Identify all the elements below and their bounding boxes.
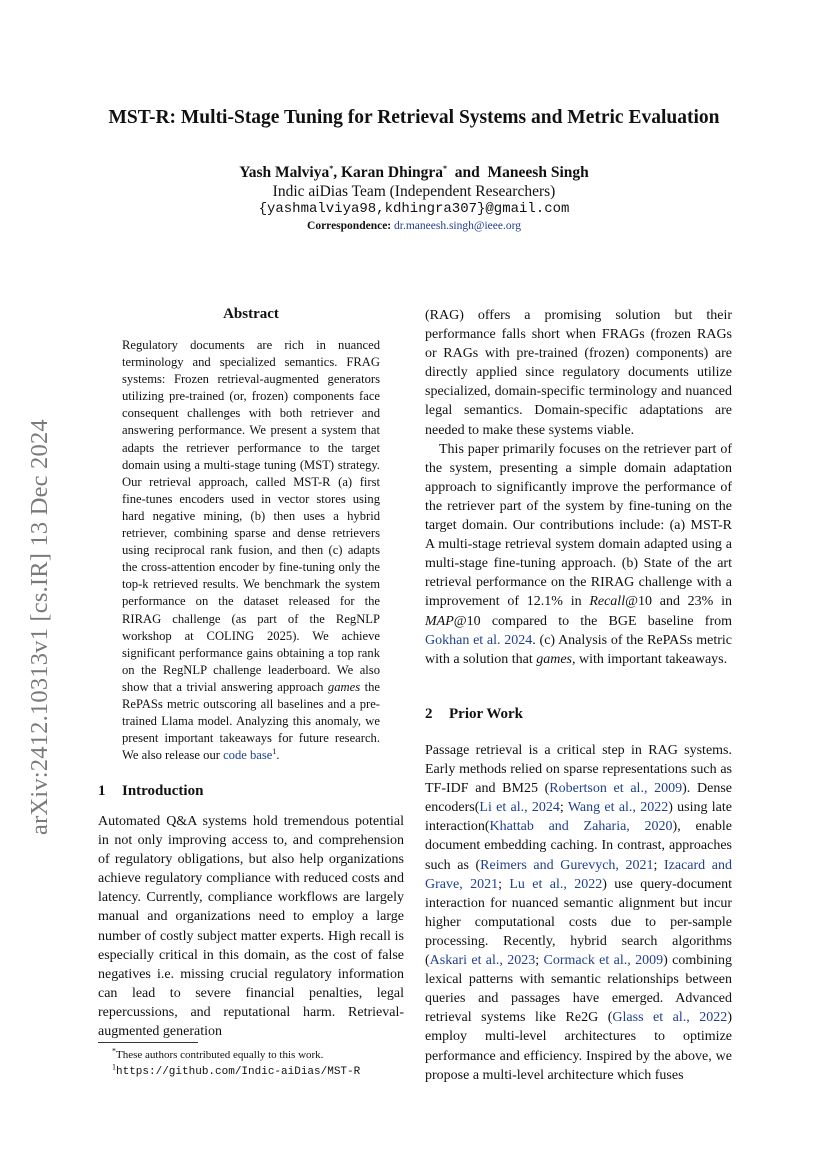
- footnote-ref-1[interactable]: 1: [272, 747, 277, 757]
- citation-askari[interactable]: Askari et al., 2023: [429, 953, 536, 969]
- footnote-divider: [98, 1042, 198, 1043]
- correspondence: [0, 220, 828, 232]
- section-heading-introduction: 1 Introduction: [98, 783, 204, 799]
- code-base-link[interactable]: code base: [223, 748, 273, 763]
- paragraph-contributions: This paper primarily focuses on the retriever part of the system, presenting a simple domain adaptation approach to significantly improve the performance of the retriever part of the system by fine-tuning on the target domain. Our contributions include: (a) MST-R A multi-stage retrieval system domain adapted using a multi-stage fine-tuning approach. (b) State of the art retrieval performance on the RIRAG challenge with a improvement of 12.1% in Recall@10 and 23% in MAP@10 compared to the BGE baseline from Gokhan et al. 2024. (c) Analysis of the RePASs metric with a solution that games, with important takeaways.: [425, 441, 733, 667]
- author-block: [0, 164, 828, 232]
- section-heading-prior-work: 2 Prior Work: [425, 706, 524, 722]
- citation-glass[interactable]: Glass et al., 2022: [612, 1010, 728, 1026]
- author-2: Karan Dhingra: [340, 164, 444, 181]
- abstract-heading: Abstract: [223, 306, 279, 322]
- prior-work-text: Passage retrieval is a critical step in RAG systems. Early methods relied on sparse representations such as TF-IDF and BM25 (Robertson et al., 2009). Dense encoders(Li et al., 2024; Wang et al., 2022) using late interaction(Khattab and Zaharia, 2020), enable document embedding caching. In contrast, approaches such as (Reimers and Gurevych, 2021; Izacard and Grave, 2021; Lu et al., 2022) use query-document interaction for nuanced semantic alignment but incur higher computational costs due to per-sample processing. Recently, hybrid search algorithms (Askari et al., 2023; Cormack et al., 2009) combining lexical patterns with semantic relationships between queries and passages have emerged. Advanced retrieval systems like Re2G (Glass et al., 2022) employ multi-level architectures to optimize performance and efficiency. Inspired by the above, we propose a multi-level architecture which fuses: [425, 743, 733, 1083]
- citation-reimers[interactable]: Reimers and Gurevych, 2021: [480, 857, 654, 873]
- correspondence-label: Correspondence:: [307, 220, 392, 232]
- citation-cormack[interactable]: Cormack et al., 2009: [543, 953, 664, 969]
- citation-robertson[interactable]: Robertson et al., 2009: [549, 781, 683, 797]
- footnote-2: $^1$https://github.com/Indic-aiDias/MST-R: [112, 1062, 361, 1078]
- paper-title: MST-R: Multi-Stage Tuning for Retrieval Systems and Metric Evaluation: [108, 107, 720, 128]
- footnote-1: *These authors contributed equally to this work.: [112, 1046, 324, 1061]
- introduction-text: Automated Q&A systems hold tremendous potential in not only improving access to, and comprehension of regulatory obligations, but also help organizations achieve regulatory compliance with reduced costs and latency. Currently, compliance workflows are largely manual and organizations need to employ a large number of costly subject matter experts. High recall is especially critical in this domain, as the cost of false negatives i.e. missing crucial regulatory information can lead to severe financial penalties, legal repercussions, and reputational harm. Retrieval-augmented generation: [98, 814, 404, 1040]
- citation-khattab[interactable]: Khattab and Zaharia, 2020: [489, 819, 673, 835]
- author-emails: {yashmalviya98,kdhingra307}@gmail.com: [258, 201, 570, 217]
- right-column-text: [425, 306, 732, 669]
- author-1: Yash Malviya: [239, 164, 330, 181]
- footnotes: [98, 1047, 404, 1080]
- citation-wang[interactable]: Wang et al., 2022: [567, 800, 669, 816]
- author-3: Maneesh Singh: [487, 164, 589, 181]
- citation-li[interactable]: Li et al., 2024: [479, 800, 560, 816]
- author-and: and: [454, 164, 480, 181]
- citation-izacard[interactable]: Izacard and Grave, 2021: [425, 857, 732, 892]
- correspondence-email-link[interactable]: dr.maneesh.singh@ieee.org: [394, 220, 521, 232]
- author-names: Yash Malviya*, Karan Dhingra* and Maneesh Singh: [239, 163, 589, 181]
- abstract-text: Regulatory documents are rich in nuanced terminology and specialized semantics. FRAG systems: Frozen retrieval-augmented generators utilizing pre-trained (or, frozen) components face consequent challenges with both retriever and answering performance. We present a system that adapts the retriever performance to the target domain using a multi-stage tuning (MST) strategy. Our retrieval approach, called MST-R (a) first fine-tunes encoders used in vector stores using hard negative mining, (b) then uses a hybrid retriever, combining sparse and dense retrievers using reciprocal rank fusion, and then (c) adapts the cross-attention encoder by fine-tuning only the top-k retrieved results. We benchmark the system performance on the dataset released for the RIRAG challenge (as part of the RegNLP workshop at COLING 2025). We achieve significant performance gains obtaining a top rank on the RegNLP challenge leaderboard. We also show that a trivial answering approach games the RePASs metric outscoring all baselines and a pre-trained Llama model. Analyzing this anomaly, we present important takeaways for future research. We also release our code base$^1$.: [122, 338, 380, 763]
- citation-lu[interactable]: Lu et al., 2022: [509, 876, 603, 892]
- arxiv-identifier: arXiv:2412.10313v1 [cs.IR] 13 Dec 2024: [26, 419, 53, 835]
- affiliation: Indic aiDias Team (Independent Researchers): [272, 183, 556, 200]
- paragraph-rag: (RAG) offers a promising solution but their performance falls short when FRAGs (frozen RAGs or RAGs with pre-trained (frozen) components) are directly applied since regulatory documents utilize specialized, domain-specific terminology and nuanced legal semantics. Domain-specific adaptations are needed to make these systems viable.: [425, 308, 732, 438]
- citation-gokhan[interactable]: Gokhan et al. 2024: [425, 632, 533, 648]
- repository-url[interactable]: https://github.com/Indic-aiDias/MST-R: [116, 1066, 361, 1078]
